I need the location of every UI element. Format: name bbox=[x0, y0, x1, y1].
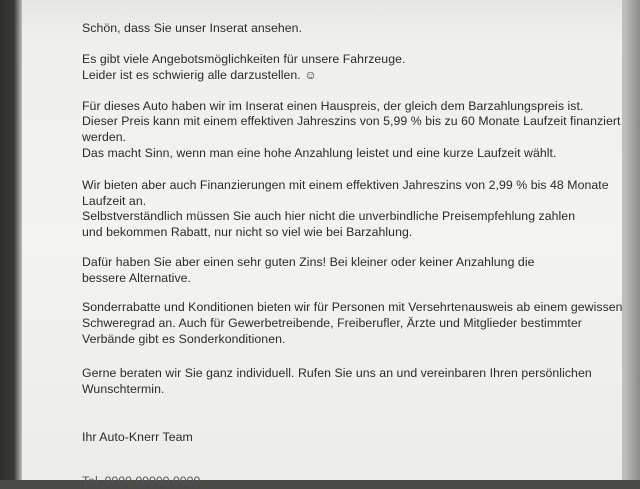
paragraph-5-line-3: Verbände gibt es Sonderkonditionen. bbox=[82, 332, 286, 346]
paragraph-5-line-2: Schweregrad an. Auch für Gewerbetreibende, Freiberufler, Ärzte und Mitglieder bestimmter bbox=[82, 316, 582, 330]
paragraph-4-line-1: Dafür haben Sie aber einen sehr guten Zins! Bei kleiner oder keiner Anzahlung die bbox=[82, 255, 535, 269]
paragraph-3-line-3: Selbstverständlich müssen Sie auch hier nicht die unverbindliche Preisempfehlung zahlen bbox=[82, 209, 576, 223]
paragraph-6-line-1: Gerne beraten wir Sie ganz individuell. Rufen Sie uns an und vereinbaren Ihren persönlichen bbox=[82, 366, 592, 380]
cut-off-text: Tel. 0000 00000 0000 bbox=[82, 474, 201, 488]
paragraph-2-line-1: Für dieses Auto haben wir im Inserat einen Hauspreis, der gleich dem Barzahlungspreis ist. bbox=[82, 99, 584, 113]
paragraph-3-line-4: und bekommen Rabatt, nur nicht so viel wie bei Barzahlung. bbox=[82, 225, 413, 239]
paragraph-1-line-1: Es gibt viele Angebotsmöglichkeiten für unsere Fahrzeuge. bbox=[82, 52, 406, 66]
paragraph-2-line-3: werden. bbox=[82, 130, 127, 144]
paragraph-2-line-4: Das macht Sinn, wenn man eine hohe Anzahlung leistet und eine kurze Laufzeit wählt. bbox=[82, 146, 557, 160]
paragraph-5-line-1: Sonderrabatte und Konditionen bieten wir für Personen mit Versehrtenausweis ab einem gewissen bbox=[82, 300, 623, 314]
paragraph-6-line-2: Wunschtermin. bbox=[82, 382, 165, 396]
paragraph-4-line-2: bessere Alternative. bbox=[82, 271, 191, 285]
greeting-line: Schön, dass Sie unser Inserat ansehen. bbox=[82, 21, 302, 35]
paragraph-2-line-2: Dieser Preis kann mit einem effektiven Jahreszins von 5,99 % bis zu 60 Monate Laufzeit finanziert bbox=[82, 114, 621, 128]
signature-line: Ihr Auto-Knerr Team bbox=[82, 430, 193, 444]
cut-off-line bbox=[82, 470, 201, 488]
paragraph-3-line-1: Wir bieten aber auch Finanzierungen mit einem effektiven Jahreszins von 2,99 % bis 48 Monate bbox=[82, 178, 609, 192]
paragraph-1-line-2: Leider ist es schwierig alle darzustellen. ☺ bbox=[82, 68, 317, 82]
paragraph-3-line-2: Laufzeit an. bbox=[82, 194, 147, 208]
